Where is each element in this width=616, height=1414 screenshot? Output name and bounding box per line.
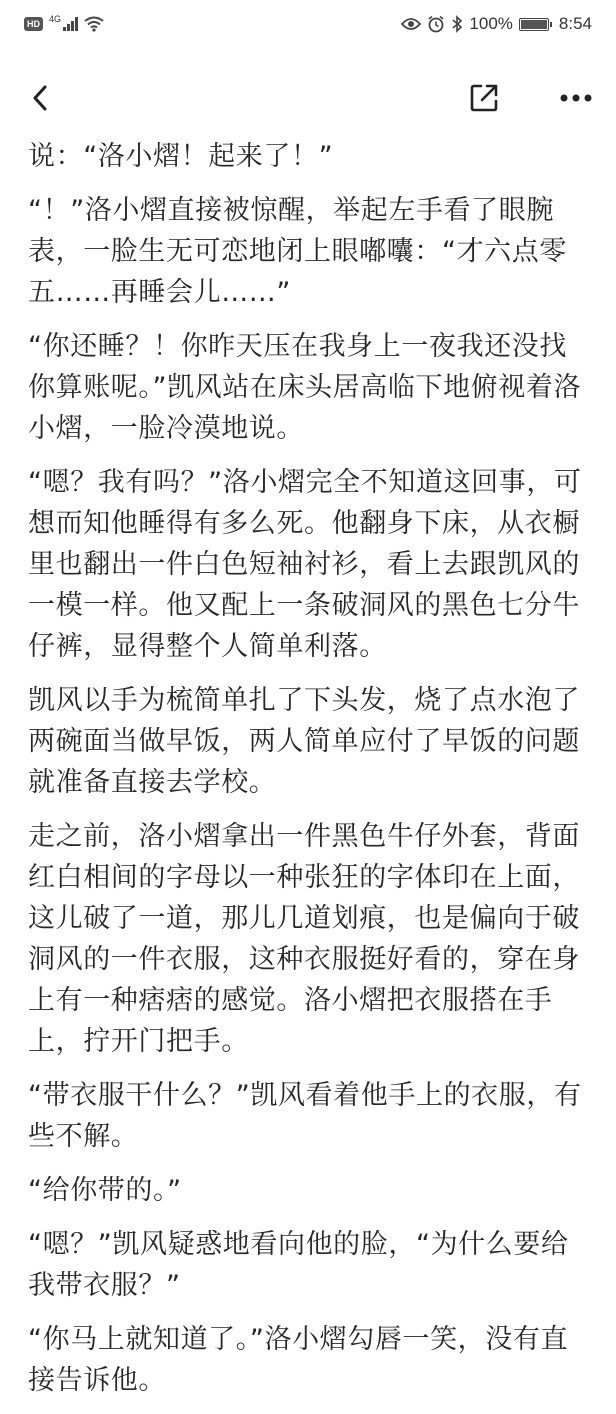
paragraph: “带衣服干什么？”凯风看着他手上的衣服，有些不解。 [28,1080,582,1152]
alarm-icon [427,15,445,33]
paragraph: “给你带的。” [28,1175,182,1206]
battery-level [521,20,547,29]
status-right [401,14,592,34]
eye-icon [401,17,421,31]
paragraph: “嗯？”凯风疑惑地看向他的脸，“为什么要给我带衣服？” [28,1229,569,1301]
top-nav [0,70,616,126]
share-button[interactable] [466,80,502,116]
network-type: 4G [49,13,62,24]
article-body [28,136,594,1414]
status-left [24,13,104,32]
paragraph: “你还睡？！你昨天压在我身上一夜我还没找你算账呢。”凯风站在床头居高临下地俯视着洛小熠，一脸冷漠地说。 [28,331,582,444]
paragraph: 走之前，洛小熠拿出一件黑色牛仔外套，背面红白相间的字母以一种张狂的字体印在上面，这儿破了一道，那儿几道划痕，也是偏向于破洞风的一件衣服，这种衣服挺好看的，穿在身上有一种痞痞的感觉。洛小熠把衣服搭在手上，拧开门把手。 [28,821,580,1057]
wifi-icon [84,16,104,32]
battery-percent: 100% [469,14,513,33]
more-button[interactable] [556,80,596,116]
hd-badge: HD [24,17,43,31]
status-bar [0,0,616,48]
paragraph: 凯风以手为梳简单扎了下头发，烧了点水泡了两碗面当做早饭，两人简单应付了早饭的问题就准备直接去学校。 [28,685,580,798]
back-button[interactable] [22,80,58,116]
chevron-left-icon [31,85,49,111]
paragraph: “你马上就知道了。”洛小熠勾唇一笑，没有直接告诉他。 [28,1324,569,1396]
battery-icon [519,18,549,31]
share-icon [469,83,499,113]
signal-icon [63,17,78,31]
bluetooth-icon [451,15,463,33]
paragraph: “！”洛小熠直接被惊醒，举起左手看了眼腕表，一脸生无可恋地闭上眼嘟囔：“才六点零五……再睡会儿……” [28,195,567,308]
paragraph: “嗯？我有吗？”洛小熠完全不知道这回事，可想而知他睡得有多么死。他翻身下床，从衣橱里也翻出一件白色短袖衬衫，看上去跟凯风的一模一样。他又配上一条破洞风的黑色七分牛仔裤，显得整个人简单利落。 [28,467,582,662]
paragraph: 说：“洛小熠！起来了！” [28,141,334,172]
more-icon [559,93,593,103]
clock: 8:54 [558,14,592,33]
